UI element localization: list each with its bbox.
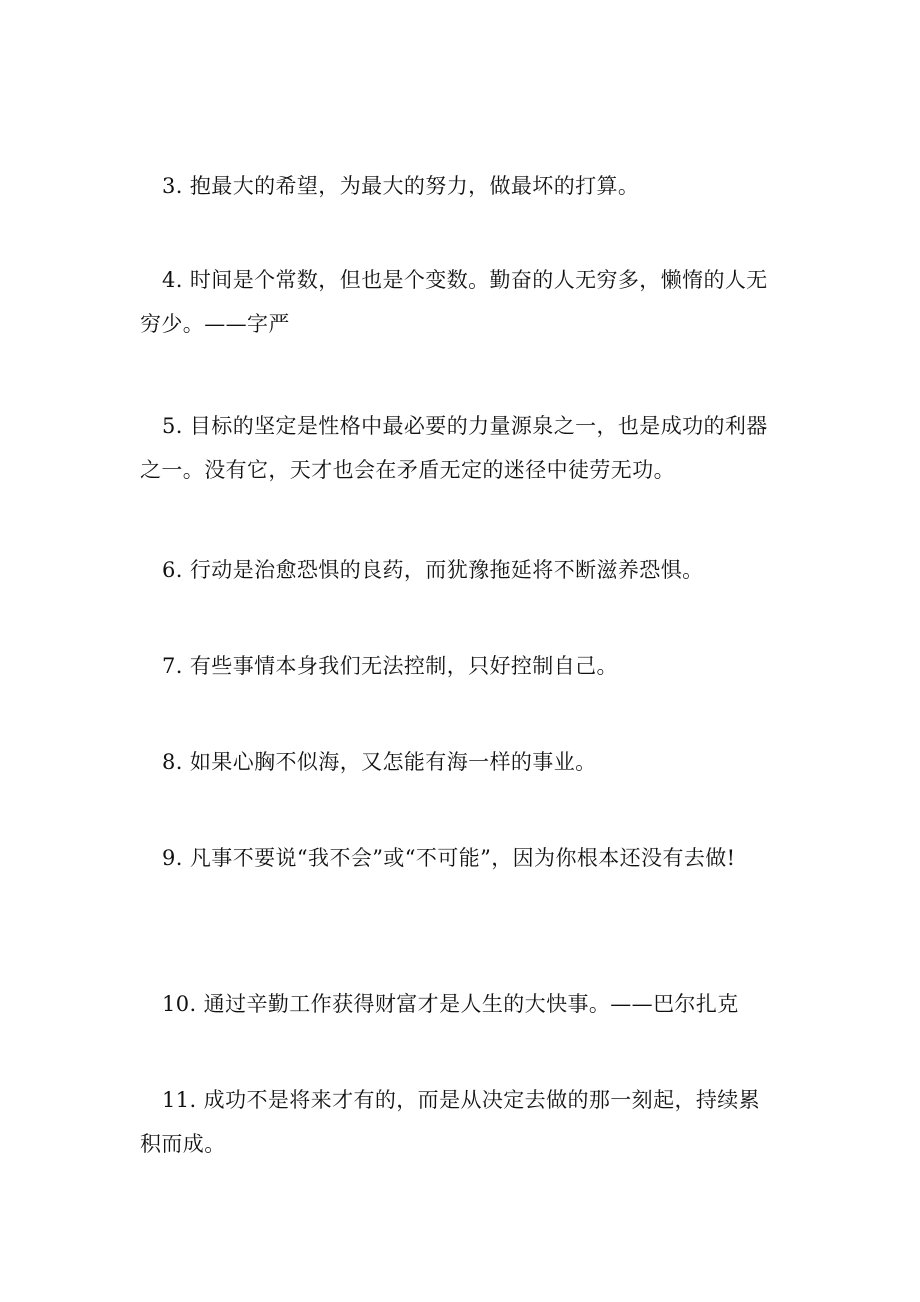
paragraph-line: 8. 如果心胸不似海，又怎能有海一样的事业。 <box>162 750 597 774</box>
paragraph-item-6 <box>140 548 790 592</box>
paragraph-line: 10. 通过辛勤工作获得财富才是人生的大快事。——巴尔扎克 <box>162 992 739 1016</box>
paragraph-item-11 <box>140 1078 790 1166</box>
paragraph-line: 9. 凡事不要说“我不会”或“不可能”，因为你根本还没有去做! <box>162 846 736 870</box>
paragraph-item-8 <box>140 740 790 784</box>
paragraph-line: 积而成。 <box>140 1132 226 1156</box>
paragraph-line: 7. 有些事情本身我们无法控制，只好控制自己。 <box>162 654 618 678</box>
paragraph-item-4 <box>140 258 790 346</box>
paragraph-line: 穷少。——字严 <box>140 312 290 336</box>
paragraph-line: 3. 抱最大的希望，为最大的努力，做最坏的打算。 <box>162 174 640 198</box>
paragraph-line: 4. 时间是个常数，但也是个变数。勤奋的人无穷多，懒惰的人无 <box>162 268 768 292</box>
paragraph-item-9 <box>140 836 790 880</box>
paragraph-item-10 <box>140 982 790 1026</box>
paragraph-line: 5. 目标的坚定是性格中最必要的力量源泉之一，也是成功的利器 <box>162 414 768 438</box>
paragraph-line: 6. 行动是治愈恐惧的良药，而犹豫拖延将不断滋养恐惧。 <box>162 558 704 582</box>
paragraph-item-7 <box>140 644 790 688</box>
paragraph-item-3 <box>140 164 790 208</box>
paragraph-line: 之一。没有它，天才也会在矛盾无定的迷径中徒劳无功。 <box>140 458 675 482</box>
paragraph-item-5 <box>140 404 790 492</box>
paragraph-line: 11. 成功不是将来才有的，而是从决定去做的那一刻起，持续累 <box>162 1088 761 1112</box>
